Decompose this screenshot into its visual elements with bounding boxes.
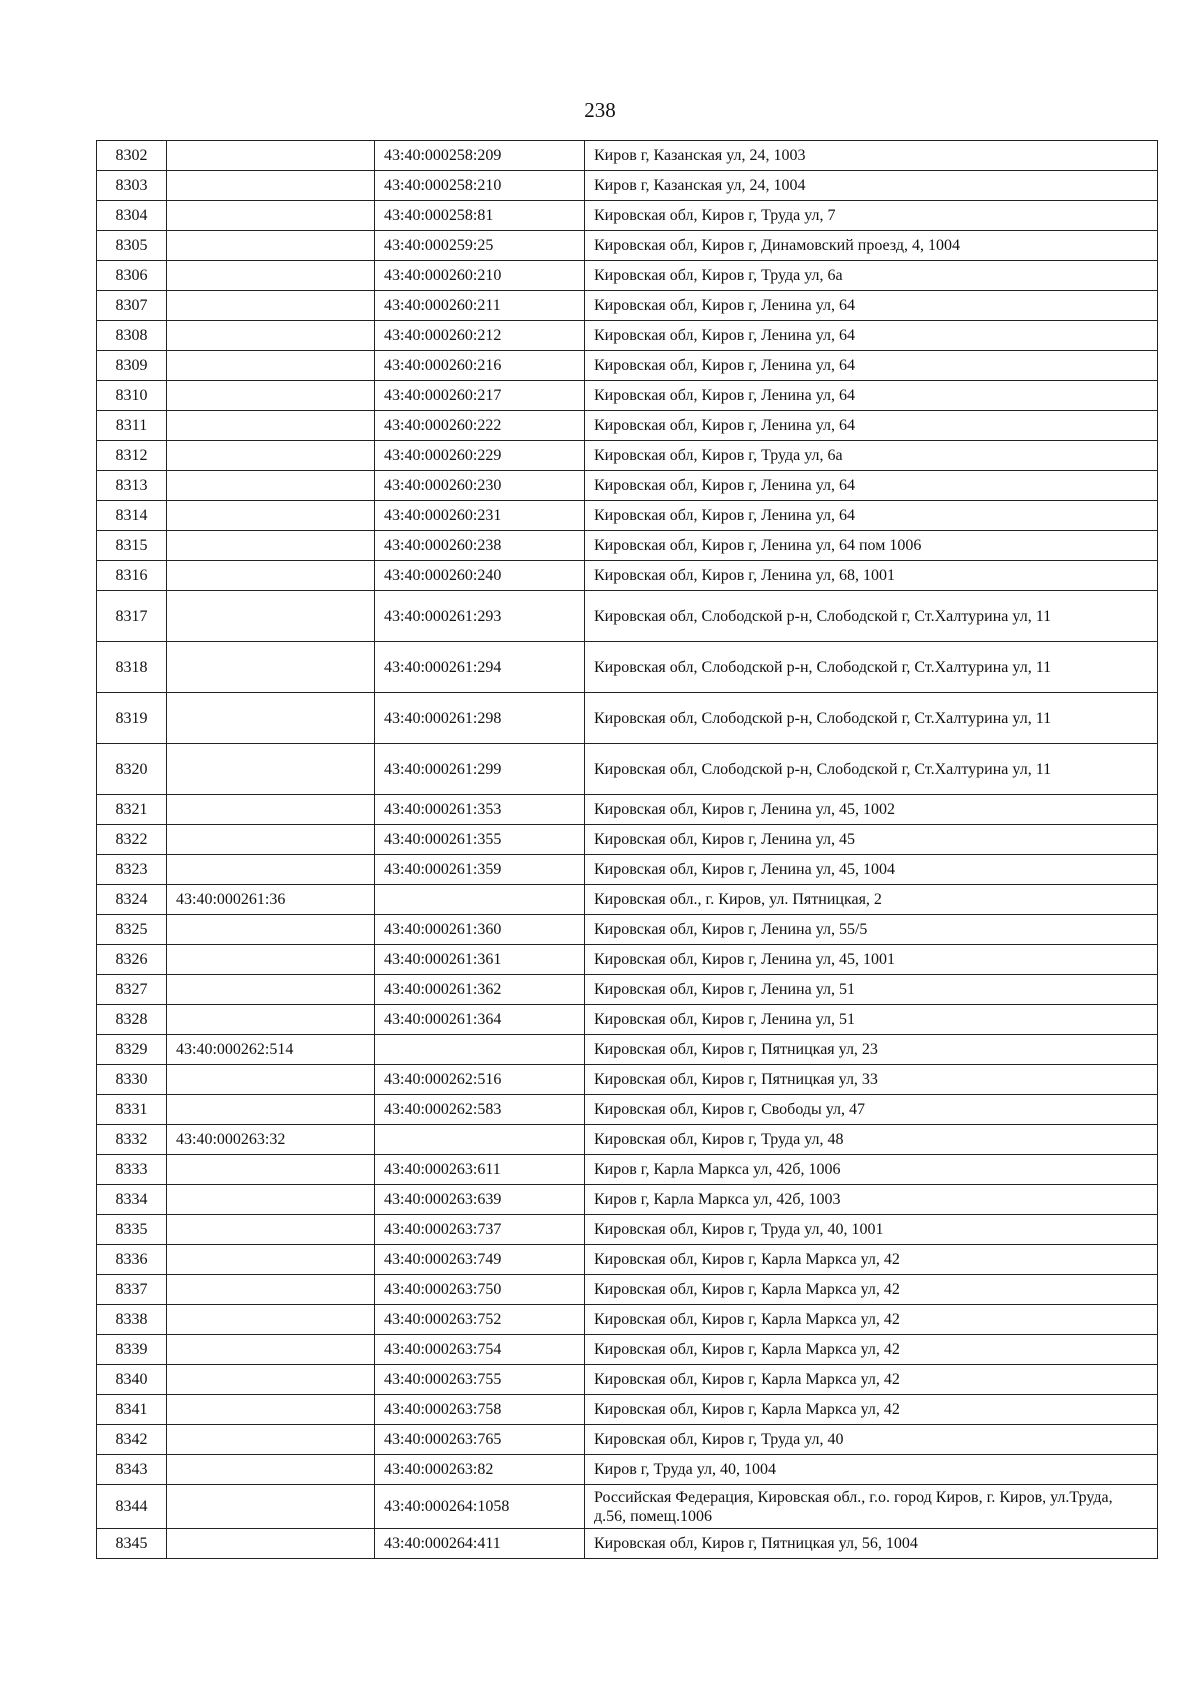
table-row — [97, 1095, 1158, 1125]
address: Кировская обл., г. Киров, ул. Пятницкая, 2 — [585, 885, 1158, 915]
row-number: 8314 — [97, 501, 167, 531]
building-cadastral-number: 43:40:000264:411 — [375, 1529, 585, 1559]
parcel-cadastral-number — [167, 1529, 375, 1559]
building-cadastral-number: 43:40:000258:210 — [375, 171, 585, 201]
row-number: 8305 — [97, 231, 167, 261]
parcel-cadastral-number: 43:40:000263:32 — [167, 1125, 375, 1155]
address: Кировская обл, Киров г, Карла Маркса ул, 42 — [585, 1335, 1158, 1365]
building-cadastral-number: 43:40:000260:230 — [375, 471, 585, 501]
building-cadastral-number: 43:40:000260:238 — [375, 531, 585, 561]
building-cadastral-number: 43:40:000260:210 — [375, 261, 585, 291]
table-row — [97, 1185, 1158, 1215]
table-row — [97, 1005, 1158, 1035]
building-cadastral-number: 43:40:000261:360 — [375, 915, 585, 945]
parcel-cadastral-number: 43:40:000261:36 — [167, 885, 375, 915]
table-row — [97, 1275, 1158, 1305]
building-cadastral-number: 43:40:000263:611 — [375, 1155, 585, 1185]
table-row — [97, 693, 1158, 744]
address: Кировская обл, Киров г, Ленина ул, 45, 1004 — [585, 855, 1158, 885]
parcel-cadastral-number — [167, 1275, 375, 1305]
row-number: 8328 — [97, 1005, 167, 1035]
building-cadastral-number: 43:40:000263:639 — [375, 1185, 585, 1215]
row-number: 8340 — [97, 1365, 167, 1395]
building-cadastral-number: 43:40:000262:516 — [375, 1065, 585, 1095]
building-cadastral-number: 43:40:000261:299 — [375, 744, 585, 795]
address: Кировская обл, Киров г, Ленина ул, 64 — [585, 501, 1158, 531]
row-number: 8321 — [97, 795, 167, 825]
building-cadastral-number: 43:40:000263:749 — [375, 1245, 585, 1275]
building-cadastral-number: 43:40:000261:364 — [375, 1005, 585, 1035]
address: Кировская обл, Киров г, Карла Маркса ул, 42 — [585, 1275, 1158, 1305]
building-cadastral-number: 43:40:000261:298 — [375, 693, 585, 744]
table-row — [97, 381, 1158, 411]
table-row — [97, 411, 1158, 441]
parcel-cadastral-number — [167, 441, 375, 471]
table-row — [97, 1155, 1158, 1185]
table-row — [97, 1365, 1158, 1395]
address: Кировская обл, Киров г, Ленина ул, 64 — [585, 351, 1158, 381]
row-number: 8308 — [97, 321, 167, 351]
table-row — [97, 291, 1158, 321]
parcel-cadastral-number — [167, 975, 375, 1005]
parcel-cadastral-number — [167, 141, 375, 171]
row-number: 8311 — [97, 411, 167, 441]
address: Киров г, Карла Маркса ул, 42б, 1003 — [585, 1185, 1158, 1215]
row-number: 8334 — [97, 1185, 167, 1215]
address: Кировская обл, Киров г, Карла Маркса ул, 42 — [585, 1245, 1158, 1275]
parcel-cadastral-number — [167, 291, 375, 321]
parcel-cadastral-number — [167, 381, 375, 411]
address: Российская Федерация, Кировская обл., г.о. город Киров, г. Киров, ул.Труда, д.56, помещ.1006 — [585, 1485, 1158, 1529]
table-row — [97, 885, 1158, 915]
table-row — [97, 561, 1158, 591]
address: Кировская обл, Киров г, Труда ул, 40, 1001 — [585, 1215, 1158, 1245]
building-cadastral-number: 43:40:000261:359 — [375, 855, 585, 885]
table-row — [97, 975, 1158, 1005]
building-cadastral-number: 43:40:000263:82 — [375, 1455, 585, 1485]
building-cadastral-number: 43:40:000263:755 — [375, 1365, 585, 1395]
row-number: 8310 — [97, 381, 167, 411]
row-number: 8343 — [97, 1455, 167, 1485]
row-number: 8303 — [97, 171, 167, 201]
parcel-cadastral-number — [167, 855, 375, 885]
parcel-cadastral-number — [167, 261, 375, 291]
row-number: 8342 — [97, 1425, 167, 1455]
row-number: 8327 — [97, 975, 167, 1005]
building-cadastral-number: 43:40:000260:211 — [375, 291, 585, 321]
building-cadastral-number: 43:40:000260:216 — [375, 351, 585, 381]
parcel-cadastral-number — [167, 501, 375, 531]
table-row — [97, 1395, 1158, 1425]
table-row — [97, 1215, 1158, 1245]
building-cadastral-number: 43:40:000262:583 — [375, 1095, 585, 1125]
table-row — [97, 1335, 1158, 1365]
row-number: 8306 — [97, 261, 167, 291]
table-row — [97, 795, 1158, 825]
address: Кировская обл, Киров г, Труда ул, 48 — [585, 1125, 1158, 1155]
row-number: 8345 — [97, 1529, 167, 1559]
address: Киров г, Карла Маркса ул, 42б, 1006 — [585, 1155, 1158, 1185]
building-cadastral-number: 43:40:000264:1058 — [375, 1485, 585, 1529]
parcel-cadastral-number — [167, 1395, 375, 1425]
address: Кировская обл, Киров г, Труда ул, 6а — [585, 261, 1158, 291]
building-cadastral-number: 43:40:000260:231 — [375, 501, 585, 531]
address: Кировская обл, Киров г, Пятницкая ул, 56, 1004 — [585, 1529, 1158, 1559]
parcel-cadastral-number — [167, 945, 375, 975]
address: Кировская обл, Киров г, Пятницкая ул, 33 — [585, 1065, 1158, 1095]
row-number: 8317 — [97, 591, 167, 642]
row-number: 8332 — [97, 1125, 167, 1155]
building-cadastral-number — [375, 1125, 585, 1155]
table-row — [97, 201, 1158, 231]
building-cadastral-number: 43:40:000260:222 — [375, 411, 585, 441]
row-number: 8337 — [97, 1275, 167, 1305]
table-row — [97, 441, 1158, 471]
parcel-cadastral-number — [167, 1095, 375, 1125]
parcel-cadastral-number: 43:40:000262:514 — [167, 1035, 375, 1065]
address: Кировская обл, Киров г, Ленина ул, 45, 1002 — [585, 795, 1158, 825]
table-row — [97, 855, 1158, 885]
table-row — [97, 915, 1158, 945]
address: Кировская обл, Слободской р-н, Слободской г, Ст.Халтурина ул, 11 — [585, 642, 1158, 693]
parcel-cadastral-number — [167, 642, 375, 693]
building-cadastral-number: 43:40:000259:25 — [375, 231, 585, 261]
row-number: 8331 — [97, 1095, 167, 1125]
table-row — [97, 351, 1158, 381]
parcel-cadastral-number — [167, 1455, 375, 1485]
table-row — [97, 1125, 1158, 1155]
building-cadastral-number: 43:40:000261:294 — [375, 642, 585, 693]
parcel-cadastral-number — [167, 321, 375, 351]
address: Кировская обл, Киров г, Карла Маркса ул, 42 — [585, 1305, 1158, 1335]
address: Кировская обл, Киров г, Карла Маркса ул, 42 — [585, 1395, 1158, 1425]
parcel-cadastral-number — [167, 411, 375, 441]
row-number: 8312 — [97, 441, 167, 471]
parcel-cadastral-number — [167, 744, 375, 795]
table-row — [97, 1455, 1158, 1485]
registry-body — [97, 141, 1158, 1559]
table-row — [97, 171, 1158, 201]
address: Кировская обл, Слободской р-н, Слободской г, Ст.Халтурина ул, 11 — [585, 693, 1158, 744]
building-cadastral-number — [375, 885, 585, 915]
address: Кировская обл, Киров г, Карла Маркса ул, 42 — [585, 1365, 1158, 1395]
parcel-cadastral-number — [167, 1305, 375, 1335]
table-row — [97, 141, 1158, 171]
building-cadastral-number: 43:40:000263:737 — [375, 1215, 585, 1245]
row-number: 8302 — [97, 141, 167, 171]
building-cadastral-number: 43:40:000260:229 — [375, 441, 585, 471]
building-cadastral-number: 43:40:000260:240 — [375, 561, 585, 591]
building-cadastral-number: 43:40:000260:217 — [375, 381, 585, 411]
row-number: 8325 — [97, 915, 167, 945]
parcel-cadastral-number — [167, 201, 375, 231]
parcel-cadastral-number — [167, 171, 375, 201]
address: Кировская обл, Киров г, Ленина ул, 64 — [585, 291, 1158, 321]
parcel-cadastral-number — [167, 351, 375, 381]
address: Кировская обл, Киров г, Труда ул, 6а — [585, 441, 1158, 471]
table-row — [97, 261, 1158, 291]
row-number: 8330 — [97, 1065, 167, 1095]
row-number: 8318 — [97, 642, 167, 693]
table-row — [97, 591, 1158, 642]
parcel-cadastral-number — [167, 1335, 375, 1365]
address: Кировская обл, Киров г, Ленина ул, 64 — [585, 381, 1158, 411]
row-number: 8326 — [97, 945, 167, 975]
table-row — [97, 744, 1158, 795]
row-number: 8336 — [97, 1245, 167, 1275]
table-row — [97, 1305, 1158, 1335]
table-row — [97, 531, 1158, 561]
parcel-cadastral-number — [167, 1245, 375, 1275]
row-number: 8338 — [97, 1305, 167, 1335]
row-number: 8322 — [97, 825, 167, 855]
row-number: 8313 — [97, 471, 167, 501]
building-cadastral-number: 43:40:000261:362 — [375, 975, 585, 1005]
address: Кировская обл, Слободской р-н, Слободской г, Ст.Халтурина ул, 11 — [585, 744, 1158, 795]
address: Кировская обл, Киров г, Ленина ул, 64 — [585, 321, 1158, 351]
row-number: 8329 — [97, 1035, 167, 1065]
parcel-cadastral-number — [167, 1425, 375, 1455]
parcel-cadastral-number — [167, 1485, 375, 1529]
address: Кировская обл, Киров г, Ленина ул, 51 — [585, 975, 1158, 1005]
building-cadastral-number: 43:40:000263:752 — [375, 1305, 585, 1335]
table-row — [97, 231, 1158, 261]
parcel-cadastral-number — [167, 915, 375, 945]
parcel-cadastral-number — [167, 693, 375, 744]
address: Кировская обл, Киров г, Ленина ул, 64 — [585, 471, 1158, 501]
row-number: 8324 — [97, 885, 167, 915]
building-cadastral-number: 43:40:000261:353 — [375, 795, 585, 825]
address: Кировская обл, Киров г, Ленина ул, 45 — [585, 825, 1158, 855]
row-number: 8320 — [97, 744, 167, 795]
table-row — [97, 1485, 1158, 1529]
parcel-cadastral-number — [167, 1155, 375, 1185]
address: Кировская обл, Киров г, Ленина ул, 45, 1001 — [585, 945, 1158, 975]
registry-table — [96, 140, 1158, 1559]
table-row — [97, 471, 1158, 501]
table-row — [97, 321, 1158, 351]
building-cadastral-number: 43:40:000261:293 — [375, 591, 585, 642]
parcel-cadastral-number — [167, 1065, 375, 1095]
building-cadastral-number: 43:40:000263:765 — [375, 1425, 585, 1455]
address: Киров г, Казанская ул, 24, 1003 — [585, 141, 1158, 171]
table-row — [97, 945, 1158, 975]
parcel-cadastral-number — [167, 531, 375, 561]
table-row — [97, 642, 1158, 693]
building-cadastral-number: 43:40:000260:212 — [375, 321, 585, 351]
building-cadastral-number — [375, 1035, 585, 1065]
address: Кировская обл, Киров г, Свободы ул, 47 — [585, 1095, 1158, 1125]
parcel-cadastral-number — [167, 1215, 375, 1245]
row-number: 8307 — [97, 291, 167, 321]
row-number: 8309 — [97, 351, 167, 381]
address: Кировская обл, Киров г, Динамовский проезд, 4, 1004 — [585, 231, 1158, 261]
address: Кировская обл, Киров г, Ленина ул, 55/5 — [585, 915, 1158, 945]
table-row — [97, 501, 1158, 531]
table-row — [97, 1245, 1158, 1275]
parcel-cadastral-number — [167, 1365, 375, 1395]
table-row — [97, 1035, 1158, 1065]
building-cadastral-number: 43:40:000263:750 — [375, 1275, 585, 1305]
address: Кировская обл, Киров г, Ленина ул, 51 — [585, 1005, 1158, 1035]
parcel-cadastral-number — [167, 825, 375, 855]
parcel-cadastral-number — [167, 795, 375, 825]
address: Киров г, Труда ул, 40, 1004 — [585, 1455, 1158, 1485]
building-cadastral-number: 43:40:000263:754 — [375, 1335, 585, 1365]
parcel-cadastral-number — [167, 1185, 375, 1215]
row-number: 8315 — [97, 531, 167, 561]
row-number: 8304 — [97, 201, 167, 231]
row-number: 8339 — [97, 1335, 167, 1365]
row-number: 8344 — [97, 1485, 167, 1529]
table-row — [97, 825, 1158, 855]
row-number: 8335 — [97, 1215, 167, 1245]
table-row — [97, 1529, 1158, 1559]
address: Кировская обл, Киров г, Пятницкая ул, 23 — [585, 1035, 1158, 1065]
address: Кировская обл, Киров г, Ленина ул, 64 — [585, 411, 1158, 441]
address: Кировская обл, Киров г, Ленина ул, 64 пом 1006 — [585, 531, 1158, 561]
table-row — [97, 1065, 1158, 1095]
row-number: 8323 — [97, 855, 167, 885]
address: Кировская обл, Киров г, Ленина ул, 68, 1001 — [585, 561, 1158, 591]
building-cadastral-number: 43:40:000261:361 — [375, 945, 585, 975]
row-number: 8319 — [97, 693, 167, 744]
building-cadastral-number: 43:40:000258:209 — [375, 141, 585, 171]
parcel-cadastral-number — [167, 591, 375, 642]
row-number: 8341 — [97, 1395, 167, 1425]
table-row — [97, 1425, 1158, 1455]
address: Киров г, Казанская ул, 24, 1004 — [585, 171, 1158, 201]
address: Кировская обл, Киров г, Труда ул, 7 — [585, 201, 1158, 231]
building-cadastral-number: 43:40:000261:355 — [375, 825, 585, 855]
address: Кировская обл, Слободской р-н, Слободской г, Ст.Халтурина ул, 11 — [585, 591, 1158, 642]
address: Кировская обл, Киров г, Труда ул, 40 — [585, 1425, 1158, 1455]
parcel-cadastral-number — [167, 1005, 375, 1035]
row-number: 8316 — [97, 561, 167, 591]
parcel-cadastral-number — [167, 231, 375, 261]
building-cadastral-number: 43:40:000258:81 — [375, 201, 585, 231]
page-number: 238 — [584, 98, 616, 122]
parcel-cadastral-number — [167, 471, 375, 501]
row-number: 8333 — [97, 1155, 167, 1185]
building-cadastral-number: 43:40:000263:758 — [375, 1395, 585, 1425]
parcel-cadastral-number — [167, 561, 375, 591]
